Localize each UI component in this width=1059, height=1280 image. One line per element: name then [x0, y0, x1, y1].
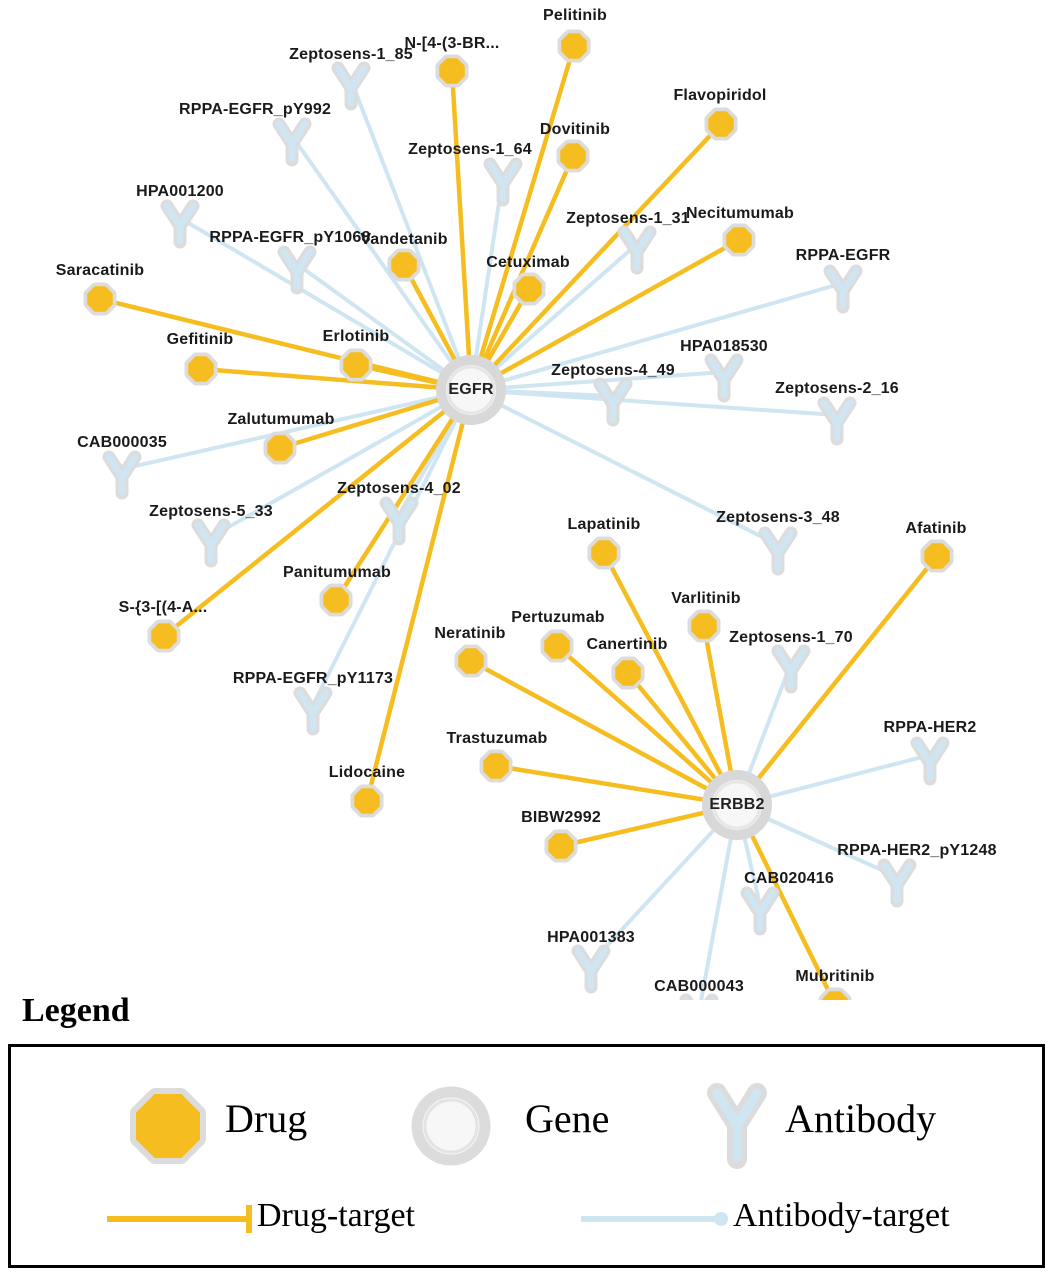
drug-node[interactable]: [616, 661, 640, 685]
drug-glyph: [189, 357, 213, 381]
drug-node[interactable]: [709, 112, 733, 136]
antibody-label: Zeptosens-1_70: [729, 629, 853, 646]
antibody-label: Zeptosens-4_49: [551, 362, 675, 379]
antibody-label: RPPA-HER2_pY1248: [837, 842, 997, 859]
drug-label: Cetuximab: [486, 254, 570, 271]
antibody-label: Zeptosens-3_48: [716, 509, 840, 526]
drug-node[interactable]: [324, 588, 348, 612]
drug-glyph: [88, 287, 112, 311]
antibody-label: HPA001383: [547, 929, 635, 946]
drug-label: Pertuzumab: [511, 609, 605, 626]
antibody-label: CAB020416: [744, 870, 834, 887]
antibody-node[interactable]: [765, 533, 791, 569]
antibody-node[interactable]: [300, 693, 326, 729]
drug-node[interactable]: [392, 253, 416, 277]
drug-glyph: [616, 661, 640, 685]
drug-label: Gefitinib: [166, 331, 234, 348]
drug-label: N-[4-(3-BR...: [404, 35, 500, 52]
drug-glyph: [709, 112, 733, 136]
drug-glyph: [152, 624, 176, 648]
drug-label: Saracatinib: [55, 262, 145, 279]
drug-label: Flavopiridol: [673, 87, 767, 104]
drug-label: BIBW2992: [521, 809, 601, 826]
drug-glyph: [549, 834, 573, 858]
drug-glyph: [561, 144, 585, 168]
drug-node[interactable]: [344, 353, 368, 377]
antibody-label: CAB000043: [654, 978, 744, 995]
legend-title: Legend: [22, 992, 130, 1029]
drug-node[interactable]: [152, 624, 176, 648]
drug-glyph: [355, 789, 379, 813]
drug-node[interactable]: [545, 634, 569, 658]
antibody-node[interactable]: [884, 865, 910, 901]
antibody-node[interactable]: [830, 271, 856, 307]
legend-gene-icon: [417, 1092, 485, 1160]
drug-label: Lapatinib: [567, 516, 641, 533]
antibody-label: RPPA-EGFR_pY1068: [209, 229, 371, 246]
drug-label: Varlitinib: [671, 590, 741, 607]
drug-glyph: [392, 253, 416, 277]
drug-node[interactable]: [925, 544, 949, 568]
drug-glyph: [344, 353, 368, 377]
antibody-label: Zeptosens-1_85: [289, 46, 413, 63]
drug-glyph: [440, 59, 464, 83]
legend-panel: [8, 1044, 1045, 1268]
antibody-node[interactable]: [386, 503, 412, 539]
gene-label: EGFR: [448, 381, 494, 398]
antibody-node[interactable]: [198, 525, 224, 561]
drug-node[interactable]: [189, 357, 213, 381]
drug-target-edge: [452, 71, 471, 390]
drug-label: Lidocaine: [328, 764, 406, 781]
drug-label: Afatinib: [905, 520, 967, 537]
drug-label: Necitumumab: [686, 205, 794, 222]
drug-label: Trastuzumab: [446, 730, 548, 747]
gene-label: ERBB2: [709, 796, 765, 813]
antibody-node[interactable]: [490, 164, 516, 200]
antibody-label: HPA018530: [680, 338, 768, 355]
drug-label: Erlotinib: [322, 328, 390, 345]
legend-label-antibody: Antibody: [785, 1096, 937, 1141]
drug-node[interactable]: [88, 287, 112, 311]
drug-target-edge: [737, 556, 937, 805]
antibody-label: Zeptosens-2_16: [775, 380, 899, 397]
drug-label: Neratinib: [434, 625, 506, 642]
antibody-node[interactable]: [917, 743, 943, 779]
antibody-target-edge: [313, 390, 471, 705]
antibody-label: HPA001200: [136, 183, 224, 200]
drug-node[interactable]: [355, 789, 379, 813]
drug-node[interactable]: [692, 614, 716, 638]
drug-node[interactable]: [727, 228, 751, 252]
drug-glyph: [562, 34, 586, 58]
drug-node[interactable]: [561, 144, 585, 168]
drug-node[interactable]: [592, 541, 616, 565]
antibody-label: RPPA-HER2: [883, 719, 977, 736]
legend-label-drug-target: Drug-target: [257, 1197, 415, 1234]
drug-glyph: [592, 541, 616, 565]
drug-node[interactable]: [517, 277, 541, 301]
drug-glyph: [692, 614, 716, 638]
drug-label: S-{3-[(4-A...: [118, 599, 208, 616]
drug-glyph: [324, 588, 348, 612]
drug-node[interactable]: [823, 992, 847, 1000]
antibody-label: CAB000035: [77, 434, 167, 451]
drug-label: Canertinib: [586, 636, 668, 653]
drug-glyph: [517, 277, 541, 301]
drug-glyph: [459, 649, 483, 673]
drug-node[interactable]: [459, 649, 483, 673]
drug-glyph: [545, 634, 569, 658]
drug-node[interactable]: [268, 436, 292, 460]
drug-glyph: [727, 228, 751, 252]
antibody-node[interactable]: [711, 360, 737, 396]
legend-antibody-icon: [717, 1093, 757, 1159]
antibody-label: Zeptosens-5_33: [149, 503, 273, 520]
antibody-label: Zeptosens-1_64: [408, 141, 532, 158]
legend-label-drug: Drug: [225, 1096, 308, 1141]
antibody-node[interactable]: [578, 951, 604, 987]
drug-label: Mubritinib: [795, 968, 875, 985]
drug-node[interactable]: [440, 59, 464, 83]
drug-label: Dovitinib: [539, 121, 611, 138]
legend-label-antibody-target: Antibody-target: [733, 1197, 950, 1234]
legend-drug-edge: [107, 1205, 249, 1233]
antibody-label: RPPA-EGFR_pY1173: [232, 670, 394, 687]
drug-label: Pelitinib: [542, 7, 608, 24]
legend-drug-icon: [137, 1095, 199, 1157]
antibody-label: RPPA-EGFR_pY992: [178, 101, 332, 118]
antibody-label: RPPA-EGFR: [795, 247, 891, 264]
drug-label: Vandetanib: [360, 231, 448, 248]
drug-node[interactable]: [549, 834, 573, 858]
drug-glyph: [925, 544, 949, 568]
drug-glyph: [484, 754, 508, 778]
antibody-label: Zeptosens-4_02: [337, 480, 461, 497]
drug-node[interactable]: [562, 34, 586, 58]
drug-node[interactable]: [484, 754, 508, 778]
legend-label-gene: Gene: [525, 1096, 610, 1141]
antibody-label: Zeptosens-1_31: [566, 210, 690, 227]
legend-antibody-edge: [581, 1212, 728, 1226]
antibody-node[interactable]: [279, 124, 305, 160]
antibody-node[interactable]: [824, 403, 850, 439]
drug-glyph: [268, 436, 292, 460]
antibody-node[interactable]: [109, 457, 135, 493]
drug-label: Panitumumab: [283, 564, 391, 581]
drug-label: Zalutumumab: [227, 411, 335, 428]
